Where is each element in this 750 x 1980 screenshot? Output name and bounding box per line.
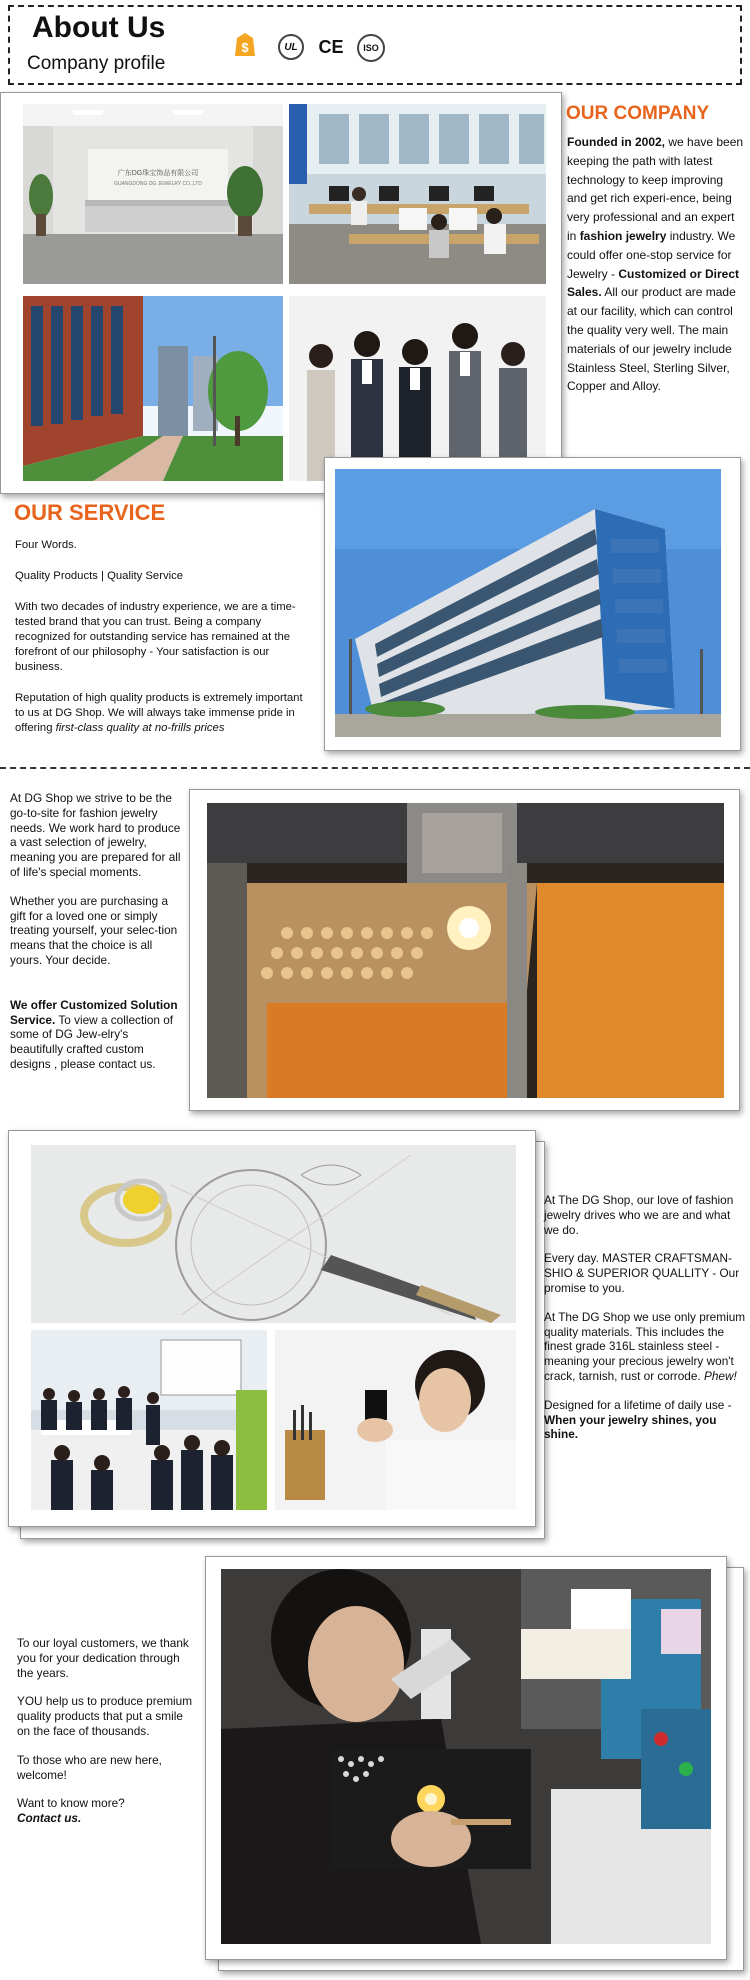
section3-paragraph-3: We offer Customized Solution Service. To view a collection of some of DG Jew-elry's beautifully crafted custom designs , please contact us. [10,997,178,1071]
service-emphasis: first-class quality at no-frills prices [55,722,225,734]
section3-paragraph-1: At DG Shop we strive to be the go-to-site for fashion jewelry needs. We work hard to produce a vast selection of jewelry, meaning you are prepared for all of life's special moments. [10,791,181,879]
section3-paragraph-2: Whether you are purchasing a gift for a loved one or simply treating yourself, your selec-tion means that the choice is all yours. Your decide. [10,893,178,967]
section4-paragraph-4: Designed for a lifetime of daily use - When your jewelry shines, you shine. [544,1397,732,1442]
craftsman-photo [275,1330,516,1510]
fashion-jewelry-text: fashion jewelry [579,228,667,243]
ce-cert-icon: CE [318,36,344,57]
service-paragraph-2: Reputation of high quality products is extremely important to us at DG Shop. We will always take immense pride in offering first-class quality at no-frills prices [15,692,303,734]
office-building-exterior-photo [23,296,283,481]
dollar-badge-icon [232,32,258,60]
building-photo [335,469,721,737]
company-description [567,133,745,396]
phew-text: Phew! [703,1368,737,1383]
ring-sketch-photo [31,1145,516,1323]
meeting-photo [31,1330,267,1510]
ul-cert-icon: UL [278,34,304,60]
company-text-1: we have been keeping the path with latest technology to keep improving and get rich experi-ence, being very professional and an expert in [567,135,744,243]
page-title: About Us [32,11,166,44]
section4-text [544,1193,746,1456]
section4-paragraph-1: At The DG Shop, our love of fashion jewelry drives who we are and what we do. [544,1193,734,1237]
microscope-photo [221,1569,711,1944]
contact-us-link[interactable]: Contact us. [17,1811,82,1826]
company-heading: OUR COMPANY [566,103,710,124]
header-box [8,5,742,85]
signage-line-1: 广东DG珠宝饰品有限公司 [117,170,199,177]
iso-cert-icon: ISO [357,34,385,62]
signage-line-2: GUANGDONG DG JEWELRY CO.,LTD [114,181,202,187]
section4-paragraph-2: Every day. MASTER CRAFTSMAN-SHIO & SUPERIOR QUALLITY - Our promise to you. [544,1251,740,1295]
service-heading: OUR SERVICE [14,500,166,525]
company-text-2: industry. We could offer one-stop service for Jewelry - [567,228,736,281]
page-subtitle: Company profile [27,53,166,74]
section5-paragraph-4: Want to know more? Contact us. [17,1796,125,1826]
company-text-3: All our product are made at our facility, which can control the quality very well. The main materials of our jewelry include Stainless Steel, Sterling Silver, Copper and Alloy. [567,285,736,394]
customized-text: Customized or Direct Sales. [567,266,740,300]
dollar-label: $ [241,40,249,55]
section-divider [0,767,750,769]
section5-paragraph-2: YOU help us to produce premium quality products that put a smile on the face of thousands. [17,1694,193,1738]
laser-cutting-photo [207,803,724,1098]
team-group-photo [289,296,546,481]
section4-paragraph-3: At The DG Shop we use only premium quality materials. This includes the finest grade 316L stainless steel - meaning your precious jewelry won't crack, tarnish, rust or corrode. Phew! [544,1309,746,1383]
service-text [15,538,315,750]
service-line-2: Quality Products | Quality Service [15,570,184,582]
customized-service-text: We offer Customized Solution Service. [10,997,178,1027]
service-line-1: Four Words. [15,539,77,551]
service-paragraph-1: With two decades of industry experience, we are a time-tested brand that you can trust. Being a company recognized for outstanding service has remained at the forefront of our philosophy - Your satisfaction is our business. [15,601,296,673]
office-workspace-photo [289,104,546,284]
section3-text [10,791,182,1086]
section5-paragraph-1: To our loyal customers, we thank you for your dedication through the years. [17,1636,189,1680]
section5-paragraph-3: To those who are new here, welcome! [17,1752,162,1782]
shine-text: When your jewelry shines, you shine. [544,1412,717,1442]
office-lobby-photo [23,104,283,284]
section5-text [17,1636,197,1840]
founded-text: Founded in 2002, [567,135,666,149]
